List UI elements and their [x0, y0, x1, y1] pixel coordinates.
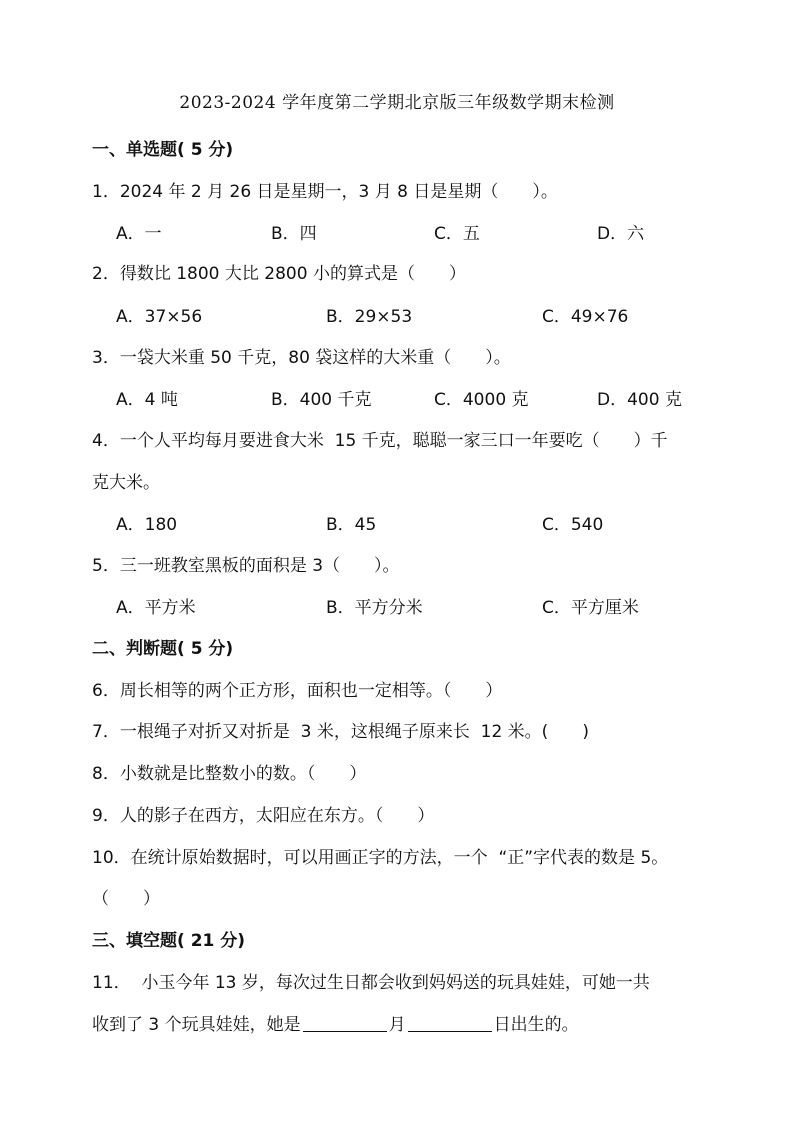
question-1-option-c: C．五: [434, 224, 480, 244]
question-4-option-b: B．45: [326, 515, 377, 535]
question-5-option-a: A．平方米: [116, 598, 196, 618]
question-5-stem: 5．三一班教室黑板的面积是 3（ ）。: [92, 556, 400, 576]
question-4-stem-line-2: 克大米。: [92, 473, 160, 493]
question-4-stem-line-1: 4．一个人平均每月要进食大米 15 千克，聪聪一家三口一年要吃（ ）千: [92, 431, 668, 451]
question-3-option-c: C．4000 克: [434, 390, 529, 410]
question-4-option-a: A．180: [116, 515, 178, 535]
section-heading-single-choice: 一、单选题( 5 分): [92, 140, 234, 160]
question-4-option-c: C．540: [542, 515, 604, 535]
question-3-option-d: D．400 克: [597, 390, 682, 410]
question-1-stem: 1．2024 年 2 月 26 日是星期一，3 月 8 日是星期（ ）。: [92, 182, 558, 202]
question-2-stem: 2．得数比 1800 大比 2800 小的算式是（ ）: [92, 264, 466, 284]
question-11-text-c: 日出生的。: [493, 1015, 579, 1035]
question-6: 6．周长相等的两个正方形，面积也一定相等。（ ）: [92, 681, 503, 701]
question-11-line-1: 11． 小玉今年 13 岁，每次过生日都会收到妈妈送的玩具娃娃，可她一共: [92, 973, 650, 993]
question-8: 8．小数就是比整数小的数。（ ）: [92, 764, 367, 784]
question-9: 9．人的影子在西方，太阳应在东方。（ ）: [92, 806, 435, 826]
question-2-option-b: B．29×53: [326, 307, 413, 327]
question-3-option-b: B．400 千克: [271, 390, 372, 410]
question-10-line-1: 10．在统计原始数据时，可以用画正字的方法，一个 “正”字代表的数是 5。: [92, 848, 669, 868]
question-11-line-2: [92, 1013, 579, 1037]
month-answer-blank[interactable]: [303, 1013, 387, 1032]
question-7: 7．一根绳子对折又对折是 3 米，这根绳子原来长 12 米。( ): [92, 722, 589, 742]
day-answer-blank[interactable]: [408, 1013, 492, 1032]
question-10-line-2: （ ）: [92, 889, 160, 909]
question-3-option-a: A．4 吨: [116, 390, 178, 410]
question-11-text-b: 月: [388, 1015, 406, 1035]
question-11-text-a: 收到了 3 个玩具娃娃，她是: [92, 1015, 301, 1035]
question-2-option-a: A．37×56: [116, 307, 203, 327]
question-1-option-d: D．六: [597, 224, 645, 244]
page-title: 2023-2024 学年度第二学期北京版三年级数学期末检测: [179, 93, 615, 113]
question-1-option-b: B．四: [271, 224, 317, 244]
question-3-stem: 3．一袋大米重 50 千克，80 袋这样的大米重（ ）。: [92, 348, 511, 368]
section-heading-true-false: 二、判断题( 5 分): [92, 639, 234, 659]
question-2-option-c: C．49×76: [542, 307, 629, 327]
question-5-option-b: B．平方分米: [326, 598, 423, 618]
question-5-option-c: C．平方厘米: [542, 598, 639, 618]
section-heading-fill-in: 三、填空题( 21 分): [92, 931, 246, 951]
question-1-option-a: A．一: [116, 224, 162, 244]
